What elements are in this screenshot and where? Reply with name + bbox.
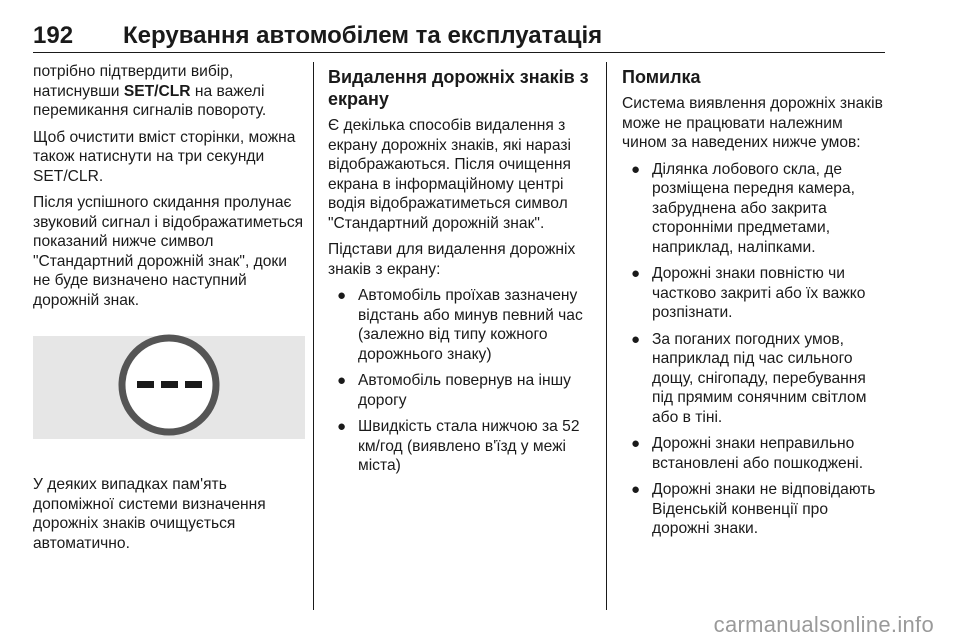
list-item [328, 286, 596, 364]
header-rule [33, 52, 885, 53]
list-item [622, 264, 888, 323]
list-item-text: Автомобіль проїхав зазначену відстань або минув певний час (залежно від типу кожного дорожнього знаку) [358, 287, 583, 363]
paragraph [33, 62, 307, 121]
list-item-text: Дорожні знаки неправильно встановлені або пошкоджені. [652, 435, 864, 472]
column-divider [313, 62, 314, 610]
illustration-box [33, 336, 305, 439]
list-item [328, 371, 596, 410]
section-heading: Видалення дорожніх знаків з екрану [328, 67, 589, 109]
list-item [622, 160, 888, 258]
chapter-title: Керування автомобілем та експлуатація [123, 22, 603, 49]
list-item [622, 330, 888, 428]
paragraph: Підстави для видалення дорожніх знаків з екрану: [328, 241, 576, 278]
text-run: потрібно підтвердити вибір, натиснувши [33, 63, 234, 100]
column-middle [328, 62, 596, 483]
section-heading: Помилка [622, 67, 701, 87]
list-item-text: Автомобіль повернув на іншу дорогу [358, 372, 571, 409]
paragraph: У деяких випадках пам'ять допоміжної системи визначення дорожніх знаків очищується автоматично. [33, 476, 266, 552]
paragraph: Щоб очистити вміст сторінки, можна також натиснути на три секунди SET/CLR. [33, 128, 296, 185]
list-item [622, 434, 888, 473]
bullet-icon: ● [337, 418, 347, 435]
standard-road-sign-icon [117, 333, 221, 437]
page-number: 192 [33, 22, 74, 49]
paragraph: Система виявлення дорожніх знаків може не працювати належним чином за наведених нижче умов: [622, 95, 883, 151]
list-item-text: За поганих погодних умов, наприклад під час сильного дощу, снігопаду, перебування під прямим сонячним світлом або в тіні. [652, 330, 867, 426]
paragraph: Є декілька способів видалення з екрану дорожніх знаків, які наразі відображаються. Після очищення екрана в інформаційному центрі водія відображатиметься символ "Стандартний дорожній знак". [328, 117, 571, 232]
bullet-icon: ● [337, 372, 347, 389]
bullet-icon: ● [631, 481, 641, 498]
list-item [328, 417, 596, 476]
text-run: на важелі перемикання сигналів повороту. [33, 82, 267, 119]
button-name-bold: SET/CLR [123, 82, 191, 100]
bullet-icon: ● [631, 160, 641, 178]
column-left [33, 62, 307, 560]
bullet-icon: ● [631, 265, 641, 282]
bullet-list [622, 160, 888, 539]
watermark: carmanualsonline.info [713, 612, 934, 637]
bullet-list [328, 286, 596, 476]
list-item-text: Дорожні знаки повністю чи частково закриті або їх важко розпізнати. [652, 265, 866, 321]
bullet-icon: ● [631, 435, 641, 452]
list-item-text: Швидкість стала нижчою за 52 км/год (виявлено в'їзд у межі міста) [358, 418, 580, 474]
column-divider [606, 62, 607, 610]
list-item-text: Дорожні знаки не відповідають Віденській конвенції про дорожні знаки. [652, 481, 876, 537]
list-item-text: Ділянка лобового скла, де розміщена передня камера, забруднена або закрита сторонніми предметами, наприклад, наліпками. [652, 160, 855, 256]
page-header [33, 22, 885, 52]
list-item [622, 480, 888, 539]
paragraph: Після успішного скидання пролунає звуковий сигнал і відображатиметься показаний нижче символ "Стандартний дорожній знак", доки не буде визначено наступний дорожній знак. [33, 194, 304, 309]
column-right [622, 62, 888, 546]
bullet-icon: ● [337, 287, 347, 304]
bullet-icon: ● [631, 330, 641, 348]
